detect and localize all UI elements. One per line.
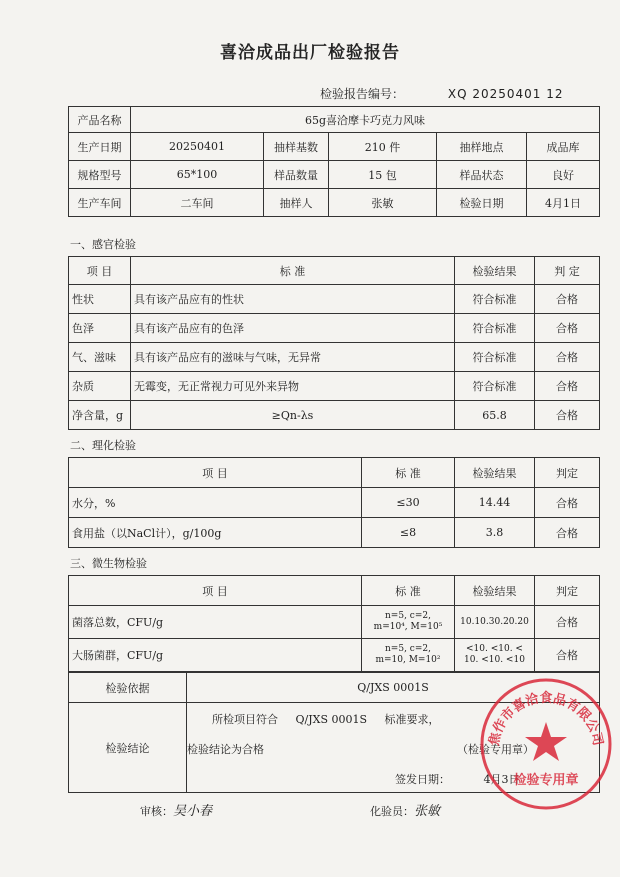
physchem-header-result: 检验结果 <box>455 458 535 488</box>
result-line: 10. <10. <10 <box>464 655 525 665</box>
spec: 65*100 <box>131 161 264 189</box>
result-cell: 65.8 <box>455 401 535 430</box>
sensory-header-result: 检验结果 <box>455 257 535 285</box>
table-row <box>69 314 600 343</box>
micro-header-result: 检验结果 <box>455 576 535 606</box>
verdict-cell: 合格 <box>535 401 600 430</box>
table-row <box>69 518 600 548</box>
item-cell: 杂质 <box>69 372 131 401</box>
standard-cell: 具有该产品应有的性状 <box>131 285 455 314</box>
seal-star-icon <box>525 722 567 761</box>
result-cell <box>455 606 535 639</box>
verdict-cell: 合格 <box>535 488 600 518</box>
standard-cell: ≥Qn-λs <box>131 401 455 430</box>
sign-date-value: 4月3日 <box>483 773 520 786</box>
inspector <box>370 800 440 819</box>
result-cell: 3.8 <box>455 518 535 548</box>
inspector-signature: 张敏 <box>414 804 441 819</box>
verdict-cell: 合格 <box>535 606 600 639</box>
conclusion-line-1 <box>212 711 440 727</box>
production-date-label: 生产日期 <box>69 133 131 161</box>
result-line: 10.10.30.20.20 <box>460 616 529 627</box>
item-cell: 菌落总数，CFU/g <box>69 606 362 639</box>
report-title: 喜洽成品出厂检验报告 <box>220 43 400 63</box>
sensory-header-item: 项 目 <box>69 257 131 285</box>
physchem-heading: 二、理化检验 <box>70 439 136 452</box>
spec-label: 规格型号 <box>69 161 131 189</box>
basis-label: 检验依据 <box>69 673 187 703</box>
standard-cell: 无霉变，无正常视力可见外来异物 <box>131 372 455 401</box>
standard-line: n=5, c=2, <box>385 611 431 621</box>
sample-qty: 15 包 <box>329 161 437 189</box>
micro-header-item: 项 目 <box>69 576 362 606</box>
standard-line: m=10, M=10² <box>375 655 441 665</box>
standard-cell: 具有该产品应有的滋味与气味，无异常 <box>131 343 455 372</box>
result-cell: 14.44 <box>455 488 535 518</box>
sensory-header-verdict: 判 定 <box>535 257 600 285</box>
conclusion-text: 所检项目符合 <box>212 713 278 726</box>
sample-place-label: 抽样地点 <box>437 133 527 161</box>
sample-place: 成品库 <box>527 133 600 161</box>
product-name: 65g喜洽摩卡巧克力风味 <box>131 107 600 133</box>
item-cell: 色泽 <box>69 314 131 343</box>
sample-base-label: 抽样基数 <box>264 133 329 161</box>
stamp-note: （检验专用章） <box>457 743 534 756</box>
item-cell: 净含量，g <box>69 401 131 430</box>
verdict-cell: 合格 <box>535 518 600 548</box>
verdict-cell: 合格 <box>535 372 600 401</box>
result-cell: 符合标准 <box>455 372 535 401</box>
company-seal <box>478 676 614 812</box>
result-line: <10. <10. < <box>466 644 523 654</box>
table-row <box>69 285 600 314</box>
conclusion-label: 检验结论 <box>69 703 187 793</box>
standard-cell <box>362 639 455 672</box>
product-name-label: 产品名称 <box>69 107 131 133</box>
item-cell: 食用盐（以NaCl计），g/100g <box>69 518 362 548</box>
workshop-label: 生产车间 <box>69 189 131 217</box>
sample-base: 210 件 <box>329 133 437 161</box>
report-number-label: 检验报告编号： <box>320 87 405 101</box>
result-cell: 符合标准 <box>455 285 535 314</box>
item-cell: 性状 <box>69 285 131 314</box>
item-cell: 气、滋味 <box>69 343 131 372</box>
sample-state-label: 样品状态 <box>437 161 527 189</box>
sensory-header-standard: 标 准 <box>131 257 455 285</box>
micro-header-standard: 标 准 <box>362 576 455 606</box>
sensory-table <box>68 256 600 430</box>
standard-cell: ≤30 <box>362 488 455 518</box>
result-cell: 符合标准 <box>455 343 535 372</box>
conclusion-text: 标准要求， <box>384 713 440 726</box>
sign-date-label: 签发日期： <box>395 773 450 786</box>
table-row <box>69 372 600 401</box>
conclusion-line-2: 检验结论为合格 <box>187 743 264 756</box>
product-info-table <box>68 106 600 217</box>
inspection-date: 4月1日 <box>527 189 600 217</box>
verdict-cell: 合格 <box>535 314 600 343</box>
reviewer-label: 审核： <box>140 805 173 818</box>
report-number-value: XQ 20250401 12 <box>447 87 564 101</box>
item-cell: 水分，% <box>69 488 362 518</box>
verdict-cell: 合格 <box>535 285 600 314</box>
physchem-header-standard: 标 准 <box>362 458 455 488</box>
verdict-cell: 合格 <box>535 639 600 672</box>
table-row <box>69 343 600 372</box>
micro-table <box>68 575 600 672</box>
seal-org-text: 焦作市喜洽食品有限公司 <box>486 691 606 748</box>
workshop: 二车间 <box>131 189 264 217</box>
sample-qty-label: 样品数量 <box>264 161 329 189</box>
standard-line: m=10⁴, M=10⁵ <box>373 622 443 632</box>
table-row <box>69 606 600 639</box>
inspection-date-label: 检验日期 <box>437 189 527 217</box>
physchem-table <box>68 457 600 548</box>
basis-value: Q/JXS 0001S <box>187 673 600 703</box>
table-row <box>69 401 600 430</box>
physchem-header-verdict: 判定 <box>535 458 600 488</box>
verdict-cell: 合格 <box>535 343 600 372</box>
standard-cell: 具有该产品应有的色泽 <box>131 314 455 343</box>
conclusion-standard-code: Q/JXS 0001S <box>295 713 368 726</box>
sampler-label: 抽样人 <box>264 189 329 217</box>
sample-state: 良好 <box>527 161 600 189</box>
result-cell: 符合标准 <box>455 314 535 343</box>
micro-heading: 三、微生物检验 <box>70 557 147 570</box>
seal-purpose-text: 检验专用章 <box>513 773 579 788</box>
table-row <box>69 488 600 518</box>
standard-cell <box>362 606 455 639</box>
reviewer <box>140 800 212 819</box>
production-date: 20250401 <box>131 133 264 161</box>
standard-cell: ≤8 <box>362 518 455 548</box>
result-cell <box>455 639 535 672</box>
standard-line: n=5, c=2, <box>385 644 431 654</box>
micro-header-verdict: 判定 <box>535 576 600 606</box>
sensory-heading: 一、感官检验 <box>70 238 136 251</box>
physchem-header-item: 项 目 <box>69 458 362 488</box>
report-number <box>320 85 564 102</box>
item-cell: 大肠菌群，CFU/g <box>69 639 362 672</box>
reviewer-signature: 吴小春 <box>173 804 213 819</box>
table-row <box>69 639 600 672</box>
inspector-label: 化验员： <box>370 805 414 818</box>
sampler: 张敏 <box>329 189 437 217</box>
